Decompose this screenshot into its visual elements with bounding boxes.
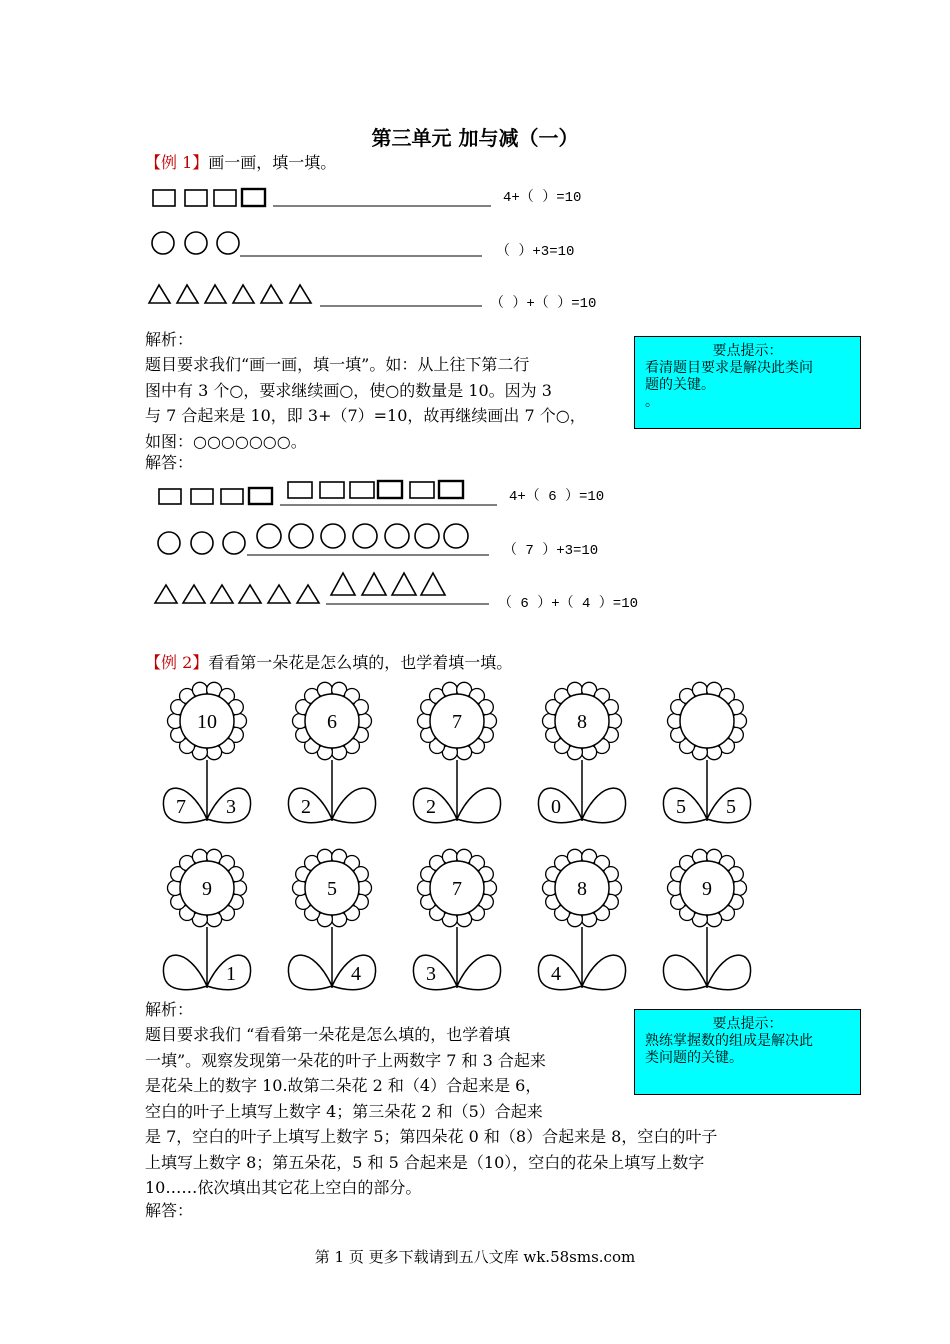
flower [538,682,625,822]
right-leaf [707,955,751,990]
flower [663,682,750,822]
example1-tag: 【例 1】 [145,153,209,172]
flower-center-number: 7 [452,711,462,733]
flower-center [680,694,734,748]
flower [413,849,500,989]
analysis-line: 是 7，空白的叶子上填写上数字 5；第四朵花 0 和（8）合起来是 8，空白的叶子 [145,1127,718,1146]
left-leaf-number: 5 [676,796,686,818]
left-leaf-number: 0 [551,796,561,818]
page-title: 第三单元 加与减（一） [371,126,579,150]
analysis-line: 题目要求我们 “看看第一朵花是怎么填的，也学着填 [145,1025,511,1044]
analysis-line: 是花朵上的数字 10.故第二朵花 2 和（4）合起来是 6， [145,1076,542,1096]
right-leaf [457,788,501,823]
analysis-line: 图中有 3 个○，要求继续画○，使○的数量是 10。因为 3 [145,380,552,400]
left-leaf-number: 7 [176,796,186,818]
hint-box-2 [634,1009,861,1095]
flower [413,682,500,822]
analysis-line: 10……依次填出其它花上空白的部分。 [145,1178,422,1198]
answer-equation-1: 4+（ 6 ）=10 [509,489,605,505]
example2-prompt: 看看第一朵花是怎么填的，也学着填一填。 [208,653,513,672]
flower [288,682,375,822]
hint-title: 要点提示： [712,343,783,359]
right-leaf-number: 3 [226,796,236,818]
right-leaf-number: 4 [351,963,361,985]
analysis-line: 空白的叶子上填写上数字 4；第三朵花 2 和（5）合起来 [145,1101,543,1121]
question-equation-3: （ ）+（ ）=10 [490,296,597,312]
left-leaf-number: 3 [426,963,436,985]
hint-line: 。 [645,394,659,410]
flower-center-number: 8 [577,878,587,900]
flower [163,849,250,989]
left-leaf-number: 2 [426,796,436,818]
question-equation-1: 4+（ ）=10 [503,190,582,206]
flower-center-number: 8 [577,711,587,733]
right-leaf [457,955,501,990]
left-leaf [663,955,707,990]
analysis-line: 与 7 合起来是 10，即 3+（7）=10，故再继续画出 7 个○， [145,406,586,426]
right-leaf-number: 5 [726,796,736,818]
left-leaf-number: 4 [551,963,561,985]
hint-line: 题的关键。 [645,377,715,393]
right-leaf [582,788,626,823]
example2-analysis-label: 解析： [145,1000,194,1019]
example2-tag: 【例 2】 [145,653,209,672]
flower-center-number: 9 [702,878,712,900]
analysis-line: 一填”。观察发现第一朵花的叶子上两数字 7 和 3 合起来 [145,1050,546,1070]
example2-analysis-wide [145,1124,835,1201]
analysis-line: 如图：○○○○○○○。 [145,431,307,451]
right-leaf-number: 1 [226,963,236,985]
left-leaf [288,955,332,990]
page-footer: 第 1 页 更多下载请到五八文库 wk.58sms.com [314,1248,636,1266]
hint-line: 类问题的关键。 [645,1050,743,1066]
hint-title: 要点提示： [712,1016,783,1032]
flower-center-number: 7 [452,878,462,900]
flower-center-number: 6 [327,711,337,733]
example1-analysis-label: 解析： [145,330,194,349]
analysis-line: 题目要求我们“画一画，填一填”。如：从上往下第二行 [145,355,530,374]
flower-center-number: 5 [327,878,337,900]
hint-line: 熟练掌握数的组成是解决此 [645,1033,813,1049]
right-leaf [332,788,376,823]
hint-line: 看清题目要求是解决此类问 [645,360,813,376]
answer-equation-3: （ 6 ）+（ 4 ）=10 [498,596,639,612]
flower [163,682,250,822]
left-leaf [163,955,207,990]
example2-analysis-narrow [145,1022,625,1124]
flower-center-number: 9 [202,878,212,900]
flower-center-number: 10 [197,711,217,733]
example2-answer-label: 解答： [145,1201,194,1220]
flower [288,849,375,989]
analysis-line: 上填写上数字 8；第五朵花，5 和 5 合起来是（10），空白的花朵上填写上数字 [145,1152,705,1172]
flower [663,849,750,989]
left-leaf-number: 2 [301,796,311,818]
example1-answer-label: 解答： [145,453,194,472]
question-equation-2: （ ）+3=10 [496,244,575,260]
right-leaf [582,955,626,990]
flower [538,849,625,989]
example1-prompt: 画一画，填一填。 [208,153,337,172]
answer-equation-2: （ 7 ）+3=10 [503,543,599,559]
